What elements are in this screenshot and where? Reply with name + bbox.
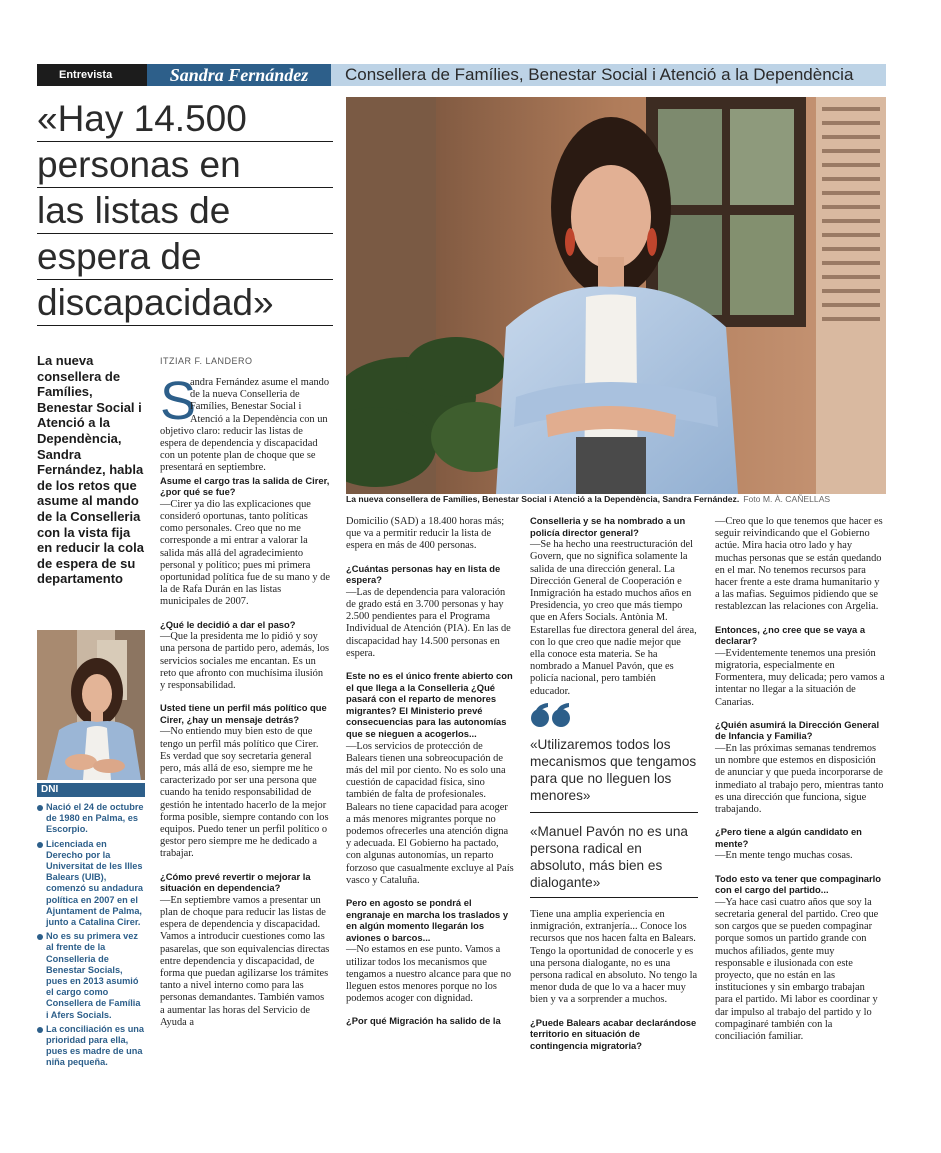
article-column-1 [160,371,330,1029]
interview-answer: —En las próximas semanas tendremos un nombre que estemos en disposición de anunciar y que pueda incorporarse de inmediato al trabajo pero, mientras tanto es una dirección que funciona, sigue trabajando. [715,743,884,816]
interview-question: Este no es el único frente abierto con el que llega a la Conselleria ¿Qué pasará con el reparto de menores migrantes? El Ministerio prevé consecuencias para las autonomías que se nieguen a acogerlos... [346,670,513,739]
interview-question: Pero en agosto se pondrá el engranaje en marcha los traslados y en algún momento llegarán los aviones o barcos... [346,897,509,943]
dni-fact: Nació el 24 de octubre de 1980 en Palma, es Escorpio. [37,802,145,836]
pull-quote-block [530,702,698,898]
interview-answer: —No entiendo muy bien esto de que tengo un perfil más político que Cirer. Es verdad que soy secretaria general pero, más allá de eso, siempre me he caracterizado por ser una persona que cuando ha tenido responsabilidad de gestión he intentado hacerlo de la mejor forma posible, siempre contando con los equipos. Puedo tener un perfil político o gestor pero siempre me he dedicado a trabajar. [160,726,329,860]
interview-answer: —Cirer ya dio las explicaciones que consideró oportunas, tanto políticas como personales. Creo que no me corresponde a mi entrar a valorar la salida más allá del agradecimiento personal y político; pues mi primera oportunidad política fue de su mano y de la de Rafa Durán en las listas municipales de 2007. [160,498,330,608]
headline [37,96,333,326]
qa-container [715,516,885,1043]
main-photo [346,97,886,494]
photo-credit: Foto M. À. CAÑELLAS [743,494,831,504]
interview-question: ¿Qué le decidió a dar el paso? [160,618,296,630]
interview-question: Usted tiene un perfil más político que Cirer, ¿hay un mensaje detrás? [160,702,327,725]
interview-question: Asume el cargo tras la salida de Cirer, ¿por qué se fue? [160,474,330,498]
interview-answer: —No estamos en ese punto. Vamos a utilizar todos los mecanismos que tengamos a nuestro alcance para que no lleguen estos menores porque no los podemos acoger con dignidad. [346,944,512,1005]
dni-fact: No es su primera vez al frente de la Conselleria de Benestar Socials, pues en 2013 asumió el cargo como Consellera de Família i Afers Socials. [37,931,145,1021]
dni-portrait-photo [37,630,145,780]
interview-question: ¿Cómo prevé revertir o mejorar la situación en dependencia? [160,870,311,894]
interview-answer: —Que la presidenta me lo pidió y soy una persona de partido pero, además, los servicios sociales me encantan. Es un reto que afronto con muchísima ilusión y responsabilidad. [160,631,330,692]
interview-answer: —Evidentemente tenemos una presión migratoria, especialmente en Formentera, muy delicada; pero vamos a intentar no llegar a la situación de Canarias. [715,647,885,708]
interview-question: Todo esto va tener que compaginarlo con el cargo del partido... [715,872,881,896]
qa-container [530,515,698,698]
article-column-4 [715,515,885,1043]
interview-answer: Domicilio (SAD) a 18.400 horas más; que va a permitir reducir la lista de espera en más de 400 personas. [346,516,505,552]
section-tag: Entrevista [37,64,147,86]
caption-text: La nueva consellera de Famílies, Benestar Social i Atenció a la Dependència, Sandra Fernández. [346,494,740,504]
article-column-3-continued [530,908,698,1051]
headline-line: las listas de [37,188,333,234]
interviewee-name: Sandra Fernández [147,64,331,86]
interview-question: Conselleria y se ha nombrado a un policía director general? [530,515,686,538]
article-column-3 [530,515,698,698]
dni-fact: Licenciada en Derecho por la Universitat de les Illes Balears (UIB), comenzó su andadura política en 2007 en el Ajuntament de Palma, junto a Catalina Cirer. [37,839,145,929]
consellera-photo-illustration [346,97,886,494]
interview-question: ¿Quién asumirá la Dirección General de Infancia y Familia? [715,718,880,742]
interview-question: Entonces, ¿no cree que se vaya a declarar? [715,623,866,647]
interview-answer: —Creo que lo que tenemos que hacer es seguir reivindicando que el Gobierno actúe. Mira hacia otro lado y hay muchas personas que se están quedando en el mar. No tenemos recursos para hacer frente a este drama humanitario y a las mafias. Seguimos pidiendo que se restablezcan las relaciones con Argelia. [715,516,883,613]
headline-line: «Hay 14.500 [37,96,333,142]
headline-line: personas en [37,142,333,188]
interview-question: ¿Por qué Migración ha salido de la [346,1015,501,1027]
headline-line: espera de [37,234,333,280]
interview-answer: —Se ha hecho una reestructuración del Govern, que no significa solamente la salida de una dirección general. La Dirección General de Cooperación e Inmigración ha estado muchos años en Presidencia, yo creo que más tiempo que en Afers Socials. Antònia M. Estarellas fue directora general del área, con lo que creo que nadie mejor que ella conoce esta materia. Se ha nombrado a Manuel Pavón, que es policía nacional, pero también educador. [530,539,697,697]
article-column-2 [346,515,514,1027]
qa-container [160,475,330,1029]
intro-text: andra Fernández asume el mando de la nueva Conselleria de Famílies, Benestar Social i Atenció a la Dependència con un objetivo claro: reducir las listas de espera de dependencia y discapacidad con un potente plan de choque que se presentará en septiembre. [160,377,330,474]
pull-quote: «Manuel Pavón no es una persona radical en absoluto, más bien es dialogante» [530,823,698,898]
interview-answer: —En septiembre vamos a presentar un plan de choque para reducir las listas de espera de dependencia y discapacidad. Vamos a introducir cuestiones como las pasarelas, que son equivalencias directas entre dependencia y discapacidad, de forma que puedan agilizarse los trámites tanto a nivel interno como para las personas demandantes. También vamos a aumentar las horas del Servicio de Ayuda a [160,894,330,1028]
interview-question: ¿Cuántas personas hay en lista de espera? [346,562,501,586]
interview-answer: —Los servicios de protección de Balears tienen una sobreocupación de más del mil por ciento. No es solo una cuestión de capacidad física, sino también de falta de profesionales. Balears no tiene capacidad para acoger a más menores migrantes porque no podemos ofrecerles una atención digna y adecuada. El Gobierno ha pactado, con algunas autonomías, un reparto forzoso que casualmente excluye al País vasco y Cataluña. [346,740,514,886]
dni-facts-list [37,802,145,1072]
intro-paragraph [160,371,330,475]
portrait-illustration [37,630,145,780]
quote-mark-icon [530,702,574,732]
interview-answer: —En mente tengo muchas cosas. [715,850,853,862]
qa-container [346,516,514,1027]
interview-answer: —Las de dependencia para valoración de grado está en 3.700 personas y hay 2.500 pendientes para el Programa Individual de Atención (PIA). En las de discapacidad hay 14.500 personas en espera. [346,586,511,659]
interview-question: ¿Pero tiene a algún candidato en mente? [715,826,862,849]
qa-container [530,909,698,1051]
headline-line: discapacidad» [37,280,333,326]
interview-question: ¿Puede Balears acabar declarándose territorio en situación de contingencia migratoria? [530,1016,697,1051]
dni-fact: La conciliación es una prioridad para ella, pues es madre de una niña pequeña. [37,1024,145,1069]
interviewee-role: Consellera de Famílies, Benestar Social i Atenció a la Dependència [331,64,886,86]
byline: ITZIAR F. LANDERO [160,356,253,366]
interview-answer: Tiene una amplia experiencia en inmigración, extranjería... Conoce los recursos que nos hacen falta en Balears. Tengo la oportunidad de conocerle y es una persona dialogante, no es una persona radical en absoluto. No tengo la menor duda de que lo va a hacer muy bien y va a sorprender a muchos. [530,909,698,1006]
pull-quote: «Utilizaremos todos los mecanismos que tengamos para que no lleguen los menores» [530,736,698,813]
drop-cap: S [160,371,197,431]
lead-paragraph: La nueva consellera de Famílies, Benestar Social i Atenció a la Dependència, Sandra Fernández, habla de los retos que asume al mando de la Conselleria con la vista fija en reducir la cola de espera de su departamento [37,353,144,587]
photo-caption [346,494,886,505]
interview-answer: —Ya hace casi cuatro años que soy la secretaria general del partido. Creo que son cargos que se pueden compaginar porque somos un partido grande con muchos afiliados, gente muy responsable e ilusionada con este proyecto, que no están en las instituciones y sin embargo trabajan para el partido. Mi labor es coordinar y dar impulso al trabajo del partido y lo compaginaré también con la conciliación familiar. [715,896,879,1043]
dni-label: DNI [37,783,145,797]
